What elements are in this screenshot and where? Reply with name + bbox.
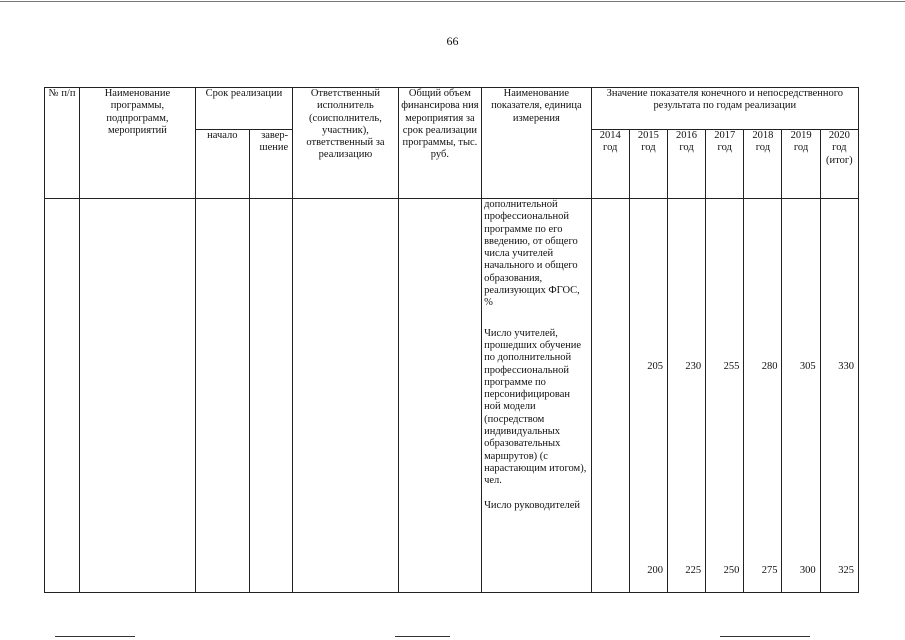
bottom-edge-line-2 [395, 636, 450, 637]
top-edge-line [0, 1, 905, 2]
indicator-text-row-2: Число учителей, прошедших обучение по дополнительной профессиональной программе по персонифицирован ной модели (посредством индивидуальных образовательных маршрутов) (с нарастающим итогом), чел. [484, 327, 587, 487]
body-year-2015-cell [629, 199, 667, 593]
header-year-2020: 2020 год (итог) [820, 130, 858, 199]
value-row3-2016: 225 [685, 565, 702, 577]
header-period: Срок реализации [195, 88, 292, 130]
value-row3-2018: 275 [761, 565, 778, 577]
value-row2-2015: 205 [647, 361, 663, 372]
header-indicator: Наименование показателя, единица измерения [482, 88, 592, 199]
body-year-2020-cell [820, 199, 858, 593]
header-year-2018: 2018 год [744, 130, 782, 199]
header-executor: Ответственный исполнитель (соисполнитель, участник), ответственный за реализацию [293, 88, 399, 199]
value-row2-2016: 230 [685, 361, 702, 372]
body-executor-cell [293, 199, 399, 593]
body-start-cell [195, 199, 249, 593]
value-row3-2019: 300 [799, 565, 816, 577]
body-year-2019-cell [782, 199, 820, 593]
value-row3-2020: 325 [838, 565, 854, 577]
header-values-group: Значение показателя конечного и непосредственного результата по годам реализации [591, 88, 858, 130]
header-year-2016: 2016 год [667, 130, 705, 199]
indicator-text-row-1: дополнительной профессиональной программе по его введению, от общего числа учителей начального и общего образования, реализующих ФГОС, % [484, 199, 580, 309]
body-end-cell [249, 199, 292, 593]
header-year-2019: 2019 год [782, 130, 820, 199]
value-row2-2019: 305 [799, 361, 816, 372]
header-year-2014: 2014 год [591, 130, 629, 199]
body-num-cell [45, 199, 80, 593]
body-year-2017-cell [706, 199, 744, 593]
value-row2-2020: 330 [838, 361, 854, 372]
indicator-text-row-3: Число руководителей [484, 499, 581, 511]
header-end: завер-шение [249, 130, 292, 199]
header-start: начало [195, 130, 249, 199]
value-row3-2017: 250 [723, 565, 740, 577]
value-row2-2017: 255 [723, 361, 740, 372]
header-year-2017: 2017 год [706, 130, 744, 199]
body-funding-cell [398, 199, 481, 593]
bottom-edge-line-3 [720, 636, 810, 637]
header-year-2015: 2015 год [629, 130, 667, 199]
body-year-2016-cell [667, 199, 705, 593]
body-year-2018-cell [744, 199, 782, 593]
value-row3-2015: 200 [647, 565, 663, 577]
body-indicator-cell [482, 199, 592, 593]
bottom-edge-line [55, 636, 135, 637]
page-number: 66 [446, 34, 459, 48]
value-row2-2018: 280 [761, 361, 778, 372]
body-name-cell [80, 199, 196, 593]
indicator-table [44, 87, 859, 593]
header-num: № п/п [45, 88, 80, 199]
header-name: Наименование программы, подпрограмм, мероприятий [80, 88, 196, 199]
body-year-2014-cell [591, 199, 629, 593]
header-funding: Общий объем финансирова ния мероприятия за срок реализации программы, тыс. руб. [398, 88, 481, 199]
